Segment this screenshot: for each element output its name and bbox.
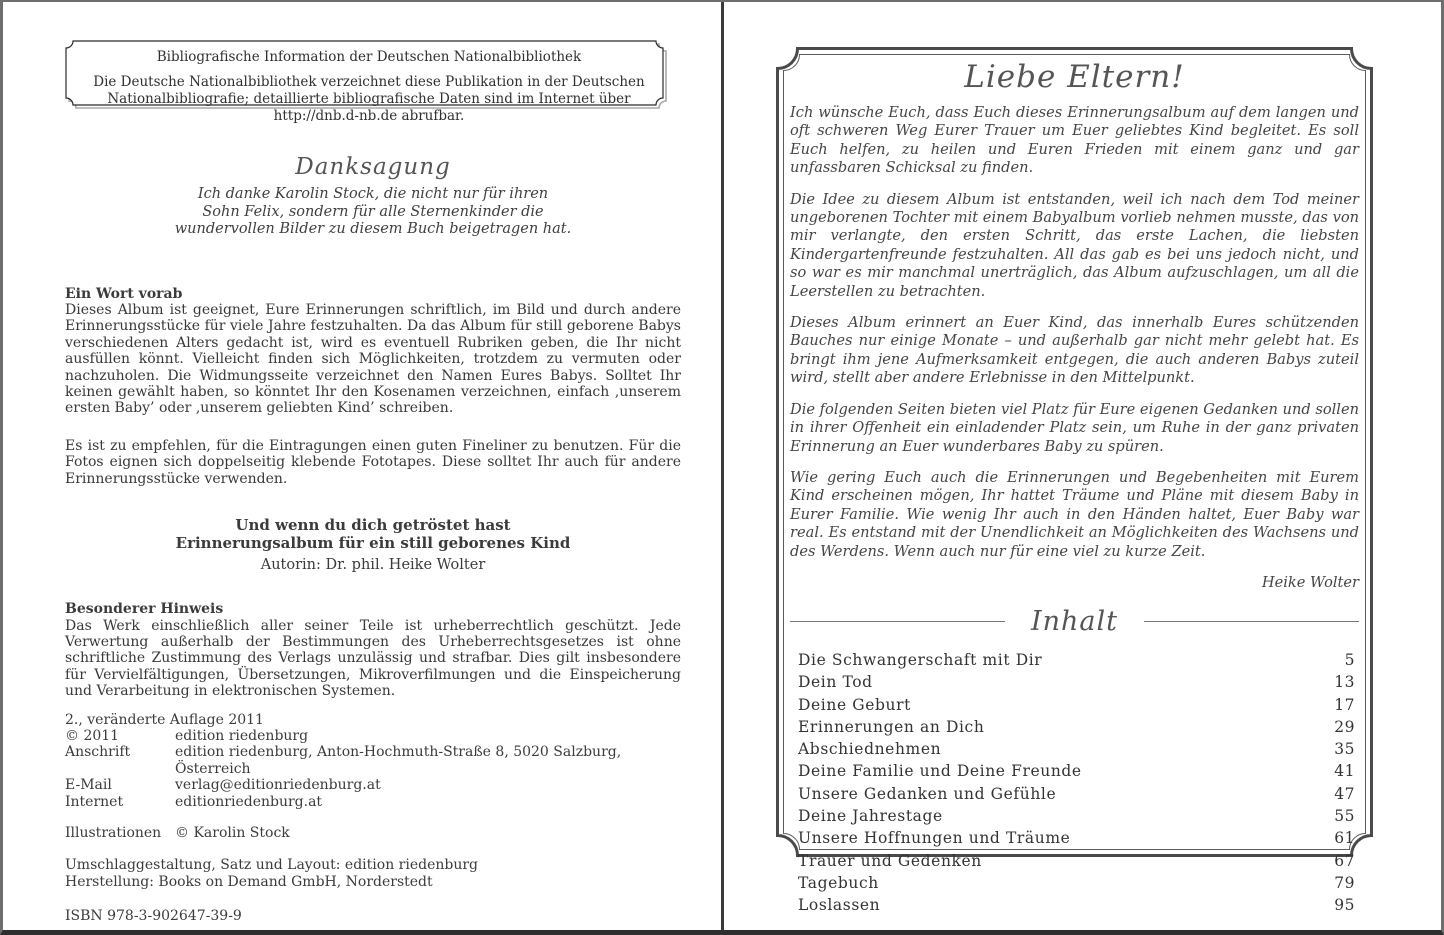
imprint-value: editionriedenburg.at: [175, 793, 323, 810]
toc-entry-title: Erinnerungen an Dich: [798, 717, 985, 736]
letter-paragraph: Die Idee zu diesem Album ist entstanden, weil ich nach dem Tod meiner ungeborenen Tochter mit einem Babyalbum vorlieb nehmen musste, das von mir verlangte, den ersten Schritt, das erste Lachen, die liebsten Kindergartenfreunde festzuhalten. All das gab es bei uns jedoch nicht, und so war es mir manchmal unerträglich, das Album aufzuschlagen, um all die Leerstellen zu betrachten.: [790, 190, 1359, 300]
copyright-notice-section: [65, 601, 681, 700]
production-line: Umschlaggestaltung, Satz und Layout: edition riedenburg: [65, 857, 479, 874]
toc-entry: [798, 760, 1355, 782]
toc-heading: [790, 605, 1359, 639]
toc-rule-left: [790, 621, 1005, 622]
toc-entry-page: 47: [1334, 784, 1355, 803]
book-author-line: Autorin: Dr. phil. Heike Wolter: [260, 557, 486, 574]
toc-entry-title: Deine Familie und Deine Freunde: [798, 762, 1082, 781]
toc-entry-title: Dein Tod: [798, 673, 873, 692]
toc-entry: [798, 738, 1355, 760]
acknowledgement-line: Sohn Felix, sondern für alle Sternenkinder die: [202, 203, 544, 220]
imprint-value: edition riedenburg, Anton-Hochmuth-Straße 8, 5020 Salzburg, Österreich: [175, 744, 622, 777]
bib-body: Die Deutsche Nationalbibliothek verzeichnet diese Publikation in der Deutschen Nationalbibliografie; detaillierte bibliografische Daten sind im Internet über http://dnb.d-nb.de abrufbar.: [93, 74, 645, 124]
letter-heading: Liebe Eltern!: [964, 59, 1185, 95]
copyright-notice-heading: Besonderer Hinweis: [65, 601, 224, 618]
toc-entry-title: Unsere Hoffnungen und Träume: [798, 829, 1071, 848]
toc-heading-word: Inhalt: [1030, 605, 1119, 637]
bibliographic-info-text: [65, 40, 673, 125]
letter-paragraph: Ich wünsche Euch, dass Euch dieses Erinnerungsalbum auf dem langen und oft schweren Weg Eurer Trauer um Euer geliebtes Kind begleitet. Es soll Euch helfen, zu heilen und Euren Frieden mit einem ganz und gar unfassbaren Schicksal zu finden.: [790, 104, 1359, 177]
imprint-label: E-Mail: [65, 777, 112, 794]
foreword-paragraph-2: Es ist zu empfehlen, für die Eintragungen einen guten Fineliner zu benutzen. Für die Fotos eignen sich doppelseitig klebende Fototapes. Diese solltet Ihr auch für andere Erinnerungsstücke verwenden.: [65, 437, 681, 487]
toc-entry-title: Deine Geburt: [798, 695, 911, 714]
toc-entry-title: Loslassen: [798, 896, 881, 915]
acknowledgement-lines: [65, 186, 681, 239]
toc-entry-page: 5: [1344, 650, 1355, 669]
toc-entry: [798, 671, 1355, 693]
table-of-contents: [790, 649, 1359, 917]
author-signature: Heike Wolter: [1261, 573, 1359, 591]
frame-content: [776, 47, 1373, 915]
acknowledgement-section: [65, 154, 681, 239]
toc-entry: [798, 827, 1355, 849]
bib-title: Bibliografische Information der Deutschen Nationalbibliothek: [156, 49, 582, 65]
toc-entry: [798, 805, 1355, 827]
toc-entry-title: Die Schwangerschaft mit Dir: [798, 650, 1043, 669]
imprint-label: Internet: [65, 793, 124, 810]
toc-entry-page: 13: [1334, 673, 1355, 692]
imprint-row: [65, 728, 681, 744]
bibliographic-info-box: [65, 40, 673, 124]
toc-entry-page: 67: [1334, 851, 1355, 870]
toc-entry-page: 41: [1334, 762, 1355, 781]
acknowledgement-heading: Danksagung: [295, 154, 451, 180]
letter-paragraphs: [790, 104, 1359, 561]
toc-rule-right: [1144, 621, 1359, 622]
imprint-row: [65, 794, 681, 810]
toc-entry-page: 29: [1334, 717, 1355, 736]
imprint-row: [65, 777, 681, 793]
imprint-page: [3, 2, 721, 930]
toc-entry-page: 55: [1334, 807, 1355, 826]
copyright-notice-paragraph: Das Werk einschließlich aller seiner Teile ist urheberrechtlich geschützt. Jede Verwertung außerhalb der Bestimmungen des Urheberrechtsgesetzes ist ohne schriftliche Zustimmung des Verlags unzulässig und strafbar. Dies gilt insbesondere für Vervielfältigungen, Übersetzungen, Mikroverfilmungen und die Einspeicherung und Verarbeitung in elektronischen Systemen.: [65, 617, 681, 700]
acknowledgement-line: Ich danke Karolin Stock, die nicht nur für ihren: [197, 186, 549, 202]
toc-entry-page: 61: [1334, 829, 1355, 848]
foreword-heading: Ein Wort vorab: [65, 285, 183, 302]
toc-entry-title: Tagebuch: [798, 873, 879, 892]
toc-entry: [798, 716, 1355, 738]
acknowledgement-line: wundervollen Bilder zu diesem Buch beigetragen hat.: [174, 221, 572, 237]
toc-entry-title: Unsere Gedanken und Gefühle: [798, 784, 1057, 803]
toc-entry-title: Abschiednehmen: [798, 740, 942, 759]
letter-paragraph: Dieses Album erinnert an Euer Kind, das innerhalb Eures schützenden Bauches nur einige Monate – und außerhalb gar nicht mehr gelebt hat. Es bringt ihm jene Aufmerksamkeit entgegen, die auch anderen Babys zuteil wird, stellt aber andere Erlebnisse in den Mittelpunkt.: [790, 314, 1359, 387]
toc-entry-page: 79: [1334, 873, 1355, 892]
book-title-line-2: Erinnerungsalbum für ein still geborenes Kind: [175, 534, 571, 553]
toc-entry-title: Deine Jahrestage: [798, 807, 943, 826]
toc-entry-page: 95: [1334, 896, 1355, 915]
toc-entry: [798, 894, 1355, 916]
production-line: Herstellung: Books on Demand GmbH, Norderstedt: [65, 873, 433, 890]
toc-entry: [798, 872, 1355, 894]
toc-entry-page: 35: [1334, 740, 1355, 759]
isbn-line: ISBN 978-3-902647-39-9: [65, 908, 242, 925]
foreword-section: [65, 286, 681, 488]
imprint-label: Anschrift: [65, 744, 131, 761]
edition-line: 2., veränderte Auflage 2011: [65, 711, 264, 728]
imprint-value: verlag@editionriedenburg.at: [175, 777, 381, 794]
imprint-label: © 2011: [65, 728, 120, 744]
production-block: [65, 857, 681, 890]
imprint-row: [65, 744, 681, 777]
foreword-paragraph: Dieses Album ist geeignet, Eure Erinnerungen schriftlich, im Bild und durch andere Erinnerungsstücke für viele Jahre festzuhalten. Da das Album für still geborene Babys verschiedenen Alters gedacht ist, wird es eventuell Rubriken geben, die Ihr nicht ausfüllen könnt. Vielleicht finden sich Möglichkeiten, trotzdem zu vermuten oder nachzuholen. Die Widmungsseite verzeichnet den Namen Eures Babys. Solltet Ihr keinen gewählt haben, so könntet Ihr den Kosenamen verzeichnen, einfach ‚unserem ersten Baby’ oder ‚unserem geliebten Kind’ schreiben.: [65, 302, 681, 417]
toc-entry: [798, 694, 1355, 716]
illustrations-row: [65, 825, 681, 841]
imprint-table: [65, 728, 681, 810]
letter-and-contents-page: [724, 2, 1441, 930]
imprint-value: edition riedenburg: [175, 728, 309, 744]
letter-paragraph: Die folgenden Seiten bieten viel Platz für Eure eigenen Gedanken und sollen in ihrer Offenheit ein einladender Platz sein, um Ruhe in der ganz privaten Erinnerung an Euer wunderbares Baby zu spüren.: [790, 400, 1359, 455]
toc-entry-page: 17: [1334, 695, 1355, 714]
toc-entry: [798, 649, 1355, 671]
book-title-line-1: Und wenn du dich getröstet hast: [235, 516, 511, 535]
toc-entry: [798, 783, 1355, 805]
letter-paragraph: Wie gering Euch auch die Erinnerungen und Begebenheiten mit Eurem Kind erscheinen mögen, Ihr hattet Träume und Pläne mit diesem Baby in Eurer Familie. Wie wenig Ihr auch in den Händen haltet, Euer Baby war real. Es entstand mit der Unendlichkeit an Möglichkeiten des Wachsens und des Werdens. Wenn auch nur für eine viel zu kurze Zeit.: [790, 468, 1359, 560]
book-title-block: [65, 516, 681, 574]
illustrations-value: © Karolin Stock: [175, 825, 290, 842]
toc-entry: [798, 850, 1355, 872]
decorative-frame: [776, 47, 1373, 915]
toc-entry-title: Trauer und Gedenken: [798, 851, 982, 870]
illustrations-label: Illustrationen: [65, 825, 162, 842]
